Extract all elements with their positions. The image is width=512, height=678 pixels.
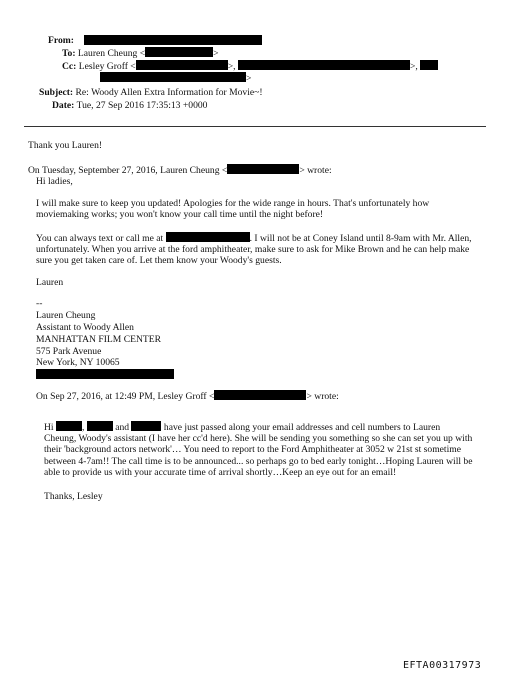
attribution-text: > wrote: (299, 165, 332, 176)
subject-label: Subject: (39, 87, 74, 98)
quote2-attribution (36, 390, 339, 402)
sig-name: Lauren Cheung (36, 310, 96, 321)
quote1-signoff: Lauren (36, 277, 64, 288)
sig-address-2: New York, NY 10065 (36, 357, 120, 368)
from-label: From: (48, 35, 74, 46)
cc-label: Cc: (62, 61, 77, 72)
date-value: Tue, 27 Sep 2016 17:35:13 +0000 (76, 100, 208, 111)
sig-dashes: -- (36, 298, 43, 309)
sig-org: MANHATTAN FILM CENTER (36, 334, 162, 345)
paragraph-text: , (82, 422, 85, 433)
sig-title: Assistant to Woody Allen (36, 322, 134, 333)
subject-row (39, 87, 263, 98)
sig-address-1: 575 Park Avenue (36, 346, 102, 357)
quote2-signoff: Thanks, Lesley (44, 491, 103, 502)
cc-row (62, 60, 438, 72)
quote1-paragraph-2 (36, 232, 476, 267)
paragraph-text: . I will not be at Coney Island until 8-9am with Mr. Allen, unfortunately. When you arrive at the ford amphitheater, make sure to ask for Mike Brown and he can help make sure you get taken care of. Let them know your Woody's guests. (36, 233, 472, 267)
attribution-text: > wrote: (306, 391, 339, 402)
attribution-text: On Sep 27, 2016, at 12:49 PM, Lesley Groff < (36, 391, 215, 402)
cc-value: Lesley Groff < (78, 61, 136, 72)
subject-value: Re: Woody Allen Extra Information for Movie~! (75, 87, 263, 98)
redaction-bar (227, 164, 299, 174)
to-label: To: (62, 48, 76, 59)
cc-sep1: >, (227, 61, 236, 72)
paragraph-text: have just passed along your email addresses and cell numbers to Lauren Cheung, Woody's assistant (I have her cc'd here). She will be sending you something so she can set you up with their 'background actors network'… You need to report to the Ford Amphitheater at 3052 w 21st st sometime between 4-7am!! The call time is to be announced... so perhaps go to bed early tonight…Hoping Lauren will be able to provide us with your accurate time of arrival shortly…Keep an eye out for an email! (44, 422, 473, 478)
quote2-paragraph (44, 421, 474, 478)
redaction-bar (87, 421, 113, 431)
document-id: EFTA00317973 (403, 660, 482, 671)
cc-close: > (246, 73, 252, 84)
cc-row-2 (100, 72, 251, 84)
redaction-bar (238, 60, 410, 70)
reply-text: Thank you Lauren! (28, 140, 103, 151)
redaction-bar (131, 421, 161, 431)
redaction-bar (100, 72, 246, 82)
redaction-bar (36, 369, 174, 379)
quote1-greeting: Hi ladies, (36, 176, 73, 187)
quote1-paragraph-1: I will make sure to keep you updated! Apologies for the wide range in hours. That's unfortunately how moviemaking works; you won't know your call time until the night before! (36, 198, 430, 221)
to-close: > (213, 48, 219, 59)
date-label: Date: (52, 100, 75, 111)
redaction-bar (136, 60, 228, 70)
cc-sep2: >, (409, 61, 418, 72)
header-divider (24, 126, 486, 127)
paragraph-text: and (115, 422, 130, 433)
redaction-bar (145, 47, 213, 57)
redaction-bar (420, 60, 438, 70)
redaction-bar (166, 232, 250, 242)
redaction-bar (84, 35, 262, 45)
redaction-bar (214, 390, 306, 400)
to-value: Lauren Cheung < (77, 48, 146, 59)
quote1-attribution (28, 164, 332, 176)
paragraph-text: Hi (44, 422, 54, 433)
to-row (62, 47, 219, 59)
redaction-bar (56, 421, 85, 433)
paragraph-text: You can always text or call me at (36, 233, 164, 244)
attribution-text: On Tuesday, September 27, 2016, Lauren Cheung < (28, 165, 228, 176)
date-row (52, 100, 207, 111)
